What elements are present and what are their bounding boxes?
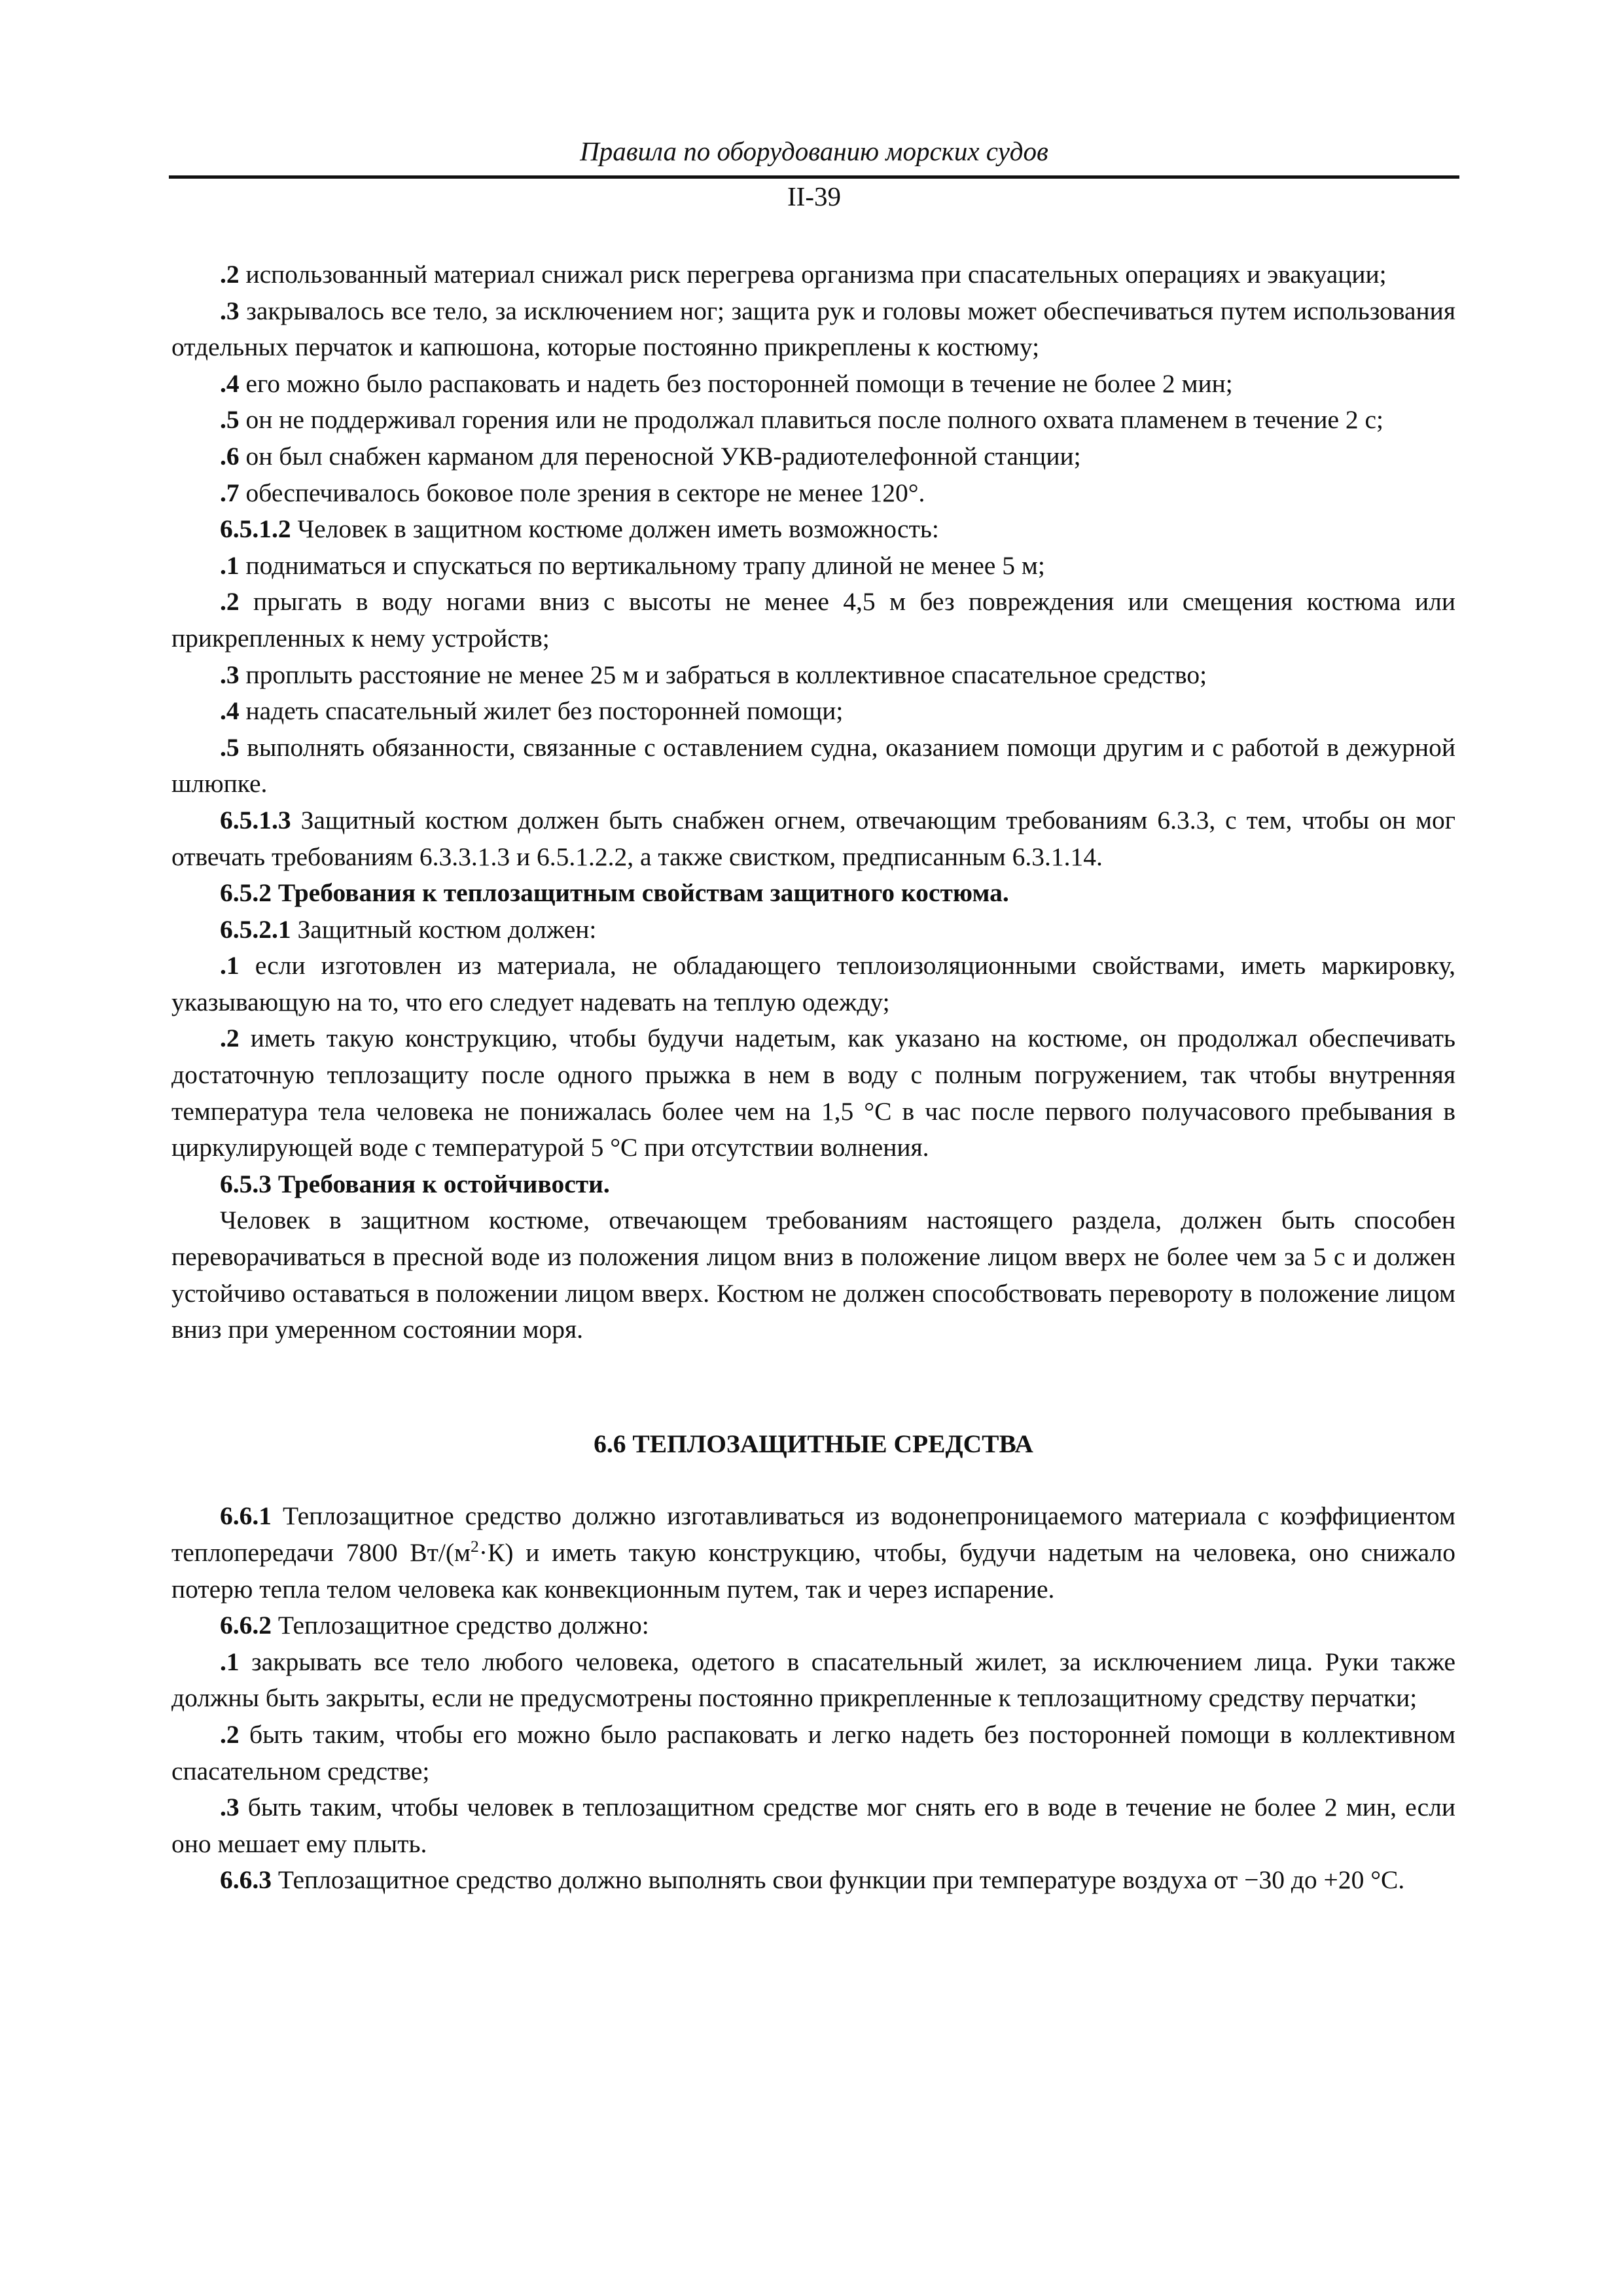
paragraph-text: обеспечивалось боковое поле зрения в секторе не менее 120°. <box>239 478 925 507</box>
paragraph-text: Защитный костюм должен быть снабжен огнем, отвечающим требованиям 6.3.3, с тем, чтобы он мог отвечать требованиям 6.3.3.1.3 и 6.5.1.2.2, а также свистком, предписанным 6.3.1.14. <box>171 805 1455 871</box>
paragraph-number: 6.6.2 <box>220 1611 272 1640</box>
paragraph <box>171 657 1455 694</box>
paragraph-text: закрывалось все тело, за исключением ног; защита рук и головы может обеспечиваться путем использования отдельных перчаток и капюшона, которые постоянно прикреплены к костюму; <box>171 296 1455 362</box>
paragraph-text: иметь такую конструкцию, чтобы будучи надетым, как указано на костюме, он продолжал обеспечивать достаточную теплозащиту после одного прыжка в нем в воду с полным погружением, так чтобы внутренняя температура тела человека не понижалась более чем на 1,5 °С в час после первого получасового пребывания в циркулирующей воде с температурой 5 °С при отсутствии волнения. <box>171 1024 1455 1162</box>
running-title: Правила по оборудованию морских судов <box>580 136 1048 166</box>
body-text <box>171 257 1455 1899</box>
page-number: II-39 <box>787 181 841 211</box>
paragraph-number: .5 <box>220 732 240 762</box>
paragraph <box>171 1202 1455 1348</box>
paragraph <box>171 693 1455 730</box>
paragraph <box>171 511 1455 548</box>
paragraph-number: .2 <box>220 1719 240 1749</box>
paragraph-text: подниматься и спускаться по вертикальному трапу длиной не менее 5 м; <box>239 550 1045 580</box>
paragraph-number: .2 <box>220 587 240 617</box>
paragraph <box>171 1644 1455 1717</box>
paragraph <box>171 257 1455 293</box>
paragraph-text: быть таким, чтобы человек в теплозащитном средстве мог снять его в воде в течение не более 2 мин, если оно мешает ему плыть. <box>171 1793 1455 1858</box>
paragraph-number: .6 <box>220 441 240 471</box>
paragraph <box>171 802 1455 875</box>
paragraph-text: Теплозащитное средство должно изготавливаться из водонепроницаемого материала с коэффициентом теплопередачи 7800 Вт/(м <box>171 1501 1455 1567</box>
paragraph-6-6-1 <box>171 1498 1455 1607</box>
paragraph-text: проплыть расстояние не менее 25 м и забраться в коллективное спасательное средство; <box>239 660 1207 689</box>
title-gap <box>171 1462 1455 1498</box>
paragraph-number: .3 <box>220 296 240 325</box>
paragraph-number: .2 <box>220 1024 240 1053</box>
paragraph <box>171 1789 1455 1862</box>
paragraph <box>171 1862 1455 1899</box>
paragraph-number: .4 <box>220 368 240 398</box>
paragraph-text: Теплозащитное средство должно: <box>272 1611 649 1640</box>
section-6-5 <box>171 257 1455 1348</box>
paragraph-text: он не поддерживал горения или не продолжал плавиться после полного охвата пламенем в течение 2 с; <box>239 405 1384 435</box>
paragraph-text: быть таким, чтобы его можно было распаковать и легко надеть без посторонней помощи в коллективном спасательном средстве; <box>171 1719 1455 1785</box>
paragraph <box>171 548 1455 584</box>
paragraph-number: 6.5.2.1 <box>220 914 291 944</box>
paragraph-text: использованный материал снижал риск перегрева организма при спасательных операциях и эвакуации; <box>239 260 1387 289</box>
paragraph-text: Человек в защитном костюме должен иметь возможность: <box>291 514 939 544</box>
paragraph-number: .7 <box>220 478 240 507</box>
paragraph <box>171 1607 1455 1644</box>
paragraph-text: Теплозащитное средство должно выполнять свои функции при температуре воздуха от −30 до +20 °С. <box>272 1865 1405 1895</box>
paragraph-text: его можно было распаковать и надеть без посторонней помощи в течение не более 2 мин; <box>239 368 1233 398</box>
paragraph-text: закрывать все тело любого человека, одетого в спасательный жилет, за исключением лица. Руки также должны быть закрыты, если не предусмотрены постоянно прикрепленные к теплозащитному средству перчатки; <box>171 1647 1455 1713</box>
superscript: 2 <box>471 1536 479 1556</box>
paragraph-text: выполнять обязанности, связанные с оставлением судна, оказанием помощи другим и с работой в дежурной шлюпке. <box>171 732 1455 798</box>
subsection-heading: 6.5.2 Требования к теплозащитным свойствам защитного костюма. <box>220 878 1009 908</box>
paragraph-text: он был снабжен карманом для переносной УКВ-радиотелефонной станции; <box>239 441 1081 471</box>
paragraph <box>171 948 1455 1020</box>
paragraph-number: 6.5.1.3 <box>220 805 291 834</box>
paragraph-number: .3 <box>220 660 240 689</box>
section-gap <box>171 1348 1455 1426</box>
paragraph <box>171 293 1455 366</box>
section-title: 6.6 ТЕПЛОЗАЩИТНЫЕ СРЕДСТВА <box>594 1429 1033 1458</box>
paragraph-text: Человек в защитном костюме, отвечающем требованиям настоящего раздела, должен быть способен переворачиваться в пресной воде из положения лицом вниз в положение лицом вверх не более чем за 5 с и должен устойчиво оставаться в положении лицом вверх. Костюм не должен способствовать перевороту в положение лицом вниз при умеренном состоянии моря. <box>171 1206 1455 1344</box>
paragraph <box>171 366 1455 403</box>
paragraph-text: прыгать в воду ногами вниз с высоты не менее 4,5 м без повреждения или смещения костюма или прикрепленных к нему устройств; <box>171 587 1455 653</box>
paragraph-number: .3 <box>220 1793 240 1822</box>
paragraph <box>171 402 1455 439</box>
paragraph-number: 6.5.1.2 <box>220 514 291 544</box>
paragraph <box>171 439 1455 475</box>
paragraph-number: .1 <box>220 951 240 980</box>
paragraph-number: .5 <box>220 405 240 435</box>
paragraph-text: надеть спасательный жилет без посторонней помощи; <box>239 696 844 726</box>
paragraph <box>171 1020 1455 1166</box>
paragraph-text: Защитный костюм должен: <box>291 914 597 944</box>
paragraph-number: .1 <box>220 550 240 580</box>
section-6-6 <box>171 1607 1455 1899</box>
header-rule <box>169 175 1459 179</box>
paragraph <box>171 912 1455 948</box>
paragraph <box>171 475 1455 512</box>
paragraph-number: 6.6.1 <box>220 1501 272 1531</box>
paragraph-text: если изготовлен из материала, не обладающего теплоизоляционными свойствами, иметь маркировку, указывающую на то, что его следует надевать на теплую одежду; <box>171 951 1455 1016</box>
paragraph-number: .4 <box>220 696 240 726</box>
subsection-heading: 6.5.3 Требования к остойчивости. <box>220 1169 610 1198</box>
paragraph-number: .2 <box>220 260 240 289</box>
paragraph-text: ·К) и иметь такую конструкцию, чтобы, будучи надетым на человека, оно снижало потерю тепла телом человека как конвекционным путем, так и через испарение. <box>171 1538 1455 1604</box>
paragraph-number: .1 <box>220 1647 240 1676</box>
paragraph-number: 6.6.3 <box>220 1865 272 1895</box>
paragraph <box>171 584 1455 656</box>
paragraph <box>171 730 1455 802</box>
paragraph <box>171 1717 1455 1789</box>
